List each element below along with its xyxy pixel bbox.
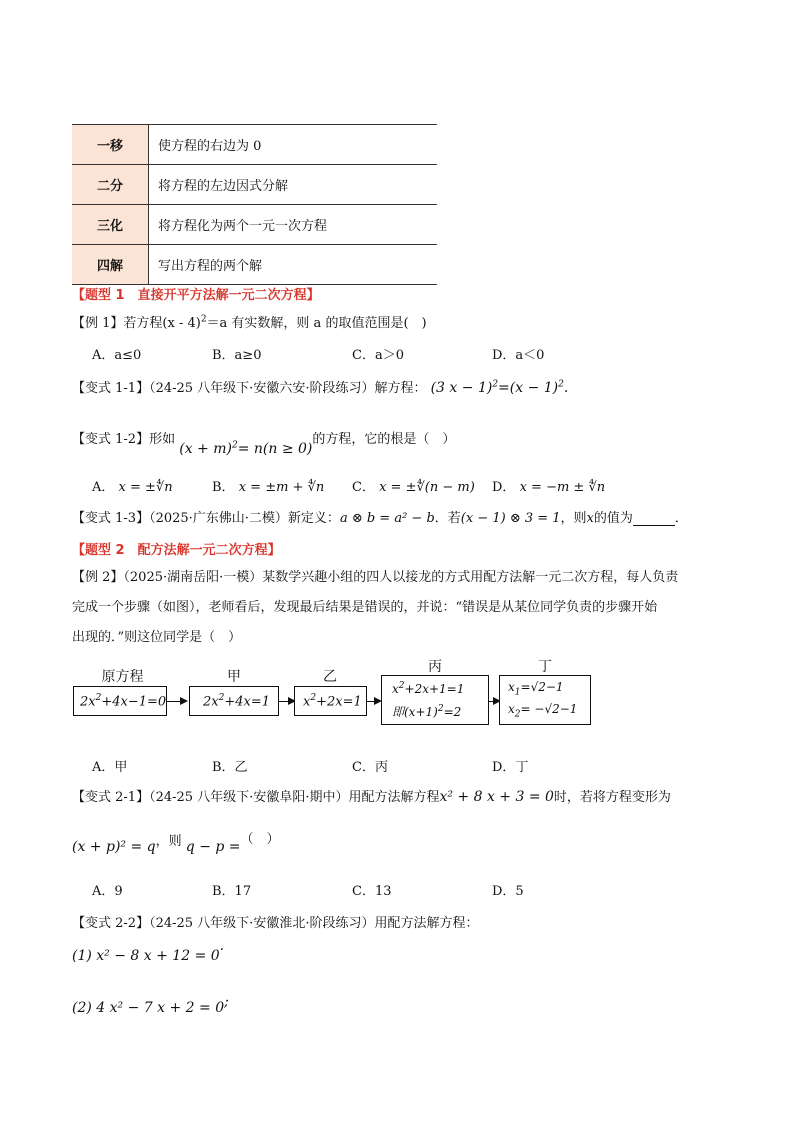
step-key: 四解 [72, 245, 149, 285]
option: D．5 [492, 884, 524, 899]
option: B．17 [212, 884, 252, 899]
section-heading-type2: 【题型 2 配方法解一元二次方程】 [72, 543, 281, 558]
equation: q − p = [185, 839, 241, 855]
option: A．9 [92, 884, 123, 899]
step-key: 三化 [72, 205, 149, 245]
equation: x² + 8 x + 3 = 0 [439, 789, 554, 805]
flow-arrow [166, 701, 186, 702]
option: D．丁 [492, 760, 529, 775]
option: C．13 [352, 884, 392, 899]
option: A．甲 [92, 760, 128, 775]
answer-blank [633, 513, 675, 526]
option: D． x = −m ± ∜n [492, 480, 606, 495]
option: B．乙 [212, 760, 248, 775]
option: C．a＞0 [352, 348, 404, 363]
question-label: 【变式 1-2】 [72, 432, 150, 447]
table-row [72, 125, 437, 165]
flow-arrow [366, 701, 380, 702]
flow-label: 丙 [428, 659, 442, 675]
flow-box-original: $2x^2+4x-1=0$ [73, 686, 167, 716]
table-row [72, 245, 437, 285]
equation: (x − 1) ⊗ 3 = 1 [460, 511, 561, 526]
flow-label: 丁 [538, 659, 552, 675]
step-desc: 使方程的右边为 0 [149, 125, 438, 165]
flow-box-yi: $x^2+2x=1$ [294, 686, 367, 716]
source: （24-25 八年级下·安徽阜阳·期中）用配方法解方程 [149, 790, 440, 805]
example-2-line3: 出现的．”则这位同学是（ ） [72, 630, 242, 645]
equation: $(x + m)^2= n(n \ge 0)$ [179, 440, 313, 457]
option: A． x = ±∜n [92, 480, 173, 495]
source: （24-25 八年级下·安徽六安·阶段练习）解方程： [149, 381, 427, 396]
option: D．a＜0 [492, 348, 545, 363]
example-2-line1: 【例 2】（2025·湖南岳阳·一模）某数学兴趣小组的四人以接龙的方式用配方法解一元二次方程，每人负责 [72, 570, 679, 585]
example-1-stem: 【例 1】若方程(x - 4)$^2$＝a 有实数解，则 a 的取值范围是( ) [72, 314, 427, 331]
source: （24-25 八年级下·安徽淮北·阶段练习）用配方法解方程： [149, 916, 479, 931]
stem-part: 形如 [149, 432, 176, 447]
option: B． x = ±m + ∜n [212, 480, 325, 495]
table-row [72, 205, 437, 245]
section-heading-type1: 【题型 1 直接开平方法解一元二次方程】 [72, 288, 320, 303]
flow-box-bing: $x^2+2x+1=1$ 即$(x+1)^2=2$ [381, 675, 489, 725]
steps-table [72, 124, 437, 285]
option: A．a≤0 [92, 348, 142, 363]
stem-part: ＝a 有实数解，则 a 的取值范围是( ) [206, 316, 427, 331]
question-label: 【变式 1-1】 [72, 381, 150, 396]
sub-question-1: (1) x² − 8 x + 12 = 0· [72, 942, 225, 964]
source: （2025·广东佛山·二模）新定义： [149, 511, 340, 526]
step-desc: 写出方程的两个解 [149, 245, 438, 285]
flow-box-ding: $x_1=√2-1$ $x_2= -√2-1$ [499, 675, 591, 725]
flow-label: 乙 [323, 669, 337, 685]
step-key: 二分 [72, 165, 149, 205]
variant-1-3: 【变式 1-3】（2025·广东佛山·二模）新定义：a ⊗ b = a² − b．若(x − 1) ⊗ 3 = 1，则x的值为 ． [72, 511, 688, 526]
stem-part: 的方程，它的根是（ ） [312, 432, 456, 447]
sub-question-2: (2) 4 x² − 7 x + 2 = 0; [72, 994, 229, 1016]
variant-1-1 [72, 377, 568, 396]
equation: (3 $x - 1)^2=(x - 1)^2$. [430, 379, 569, 396]
stem-part: 若方程(x - 4) [123, 316, 201, 331]
question-label: 【变式 2-2】 [72, 916, 150, 931]
equation: (x + p)² = q [72, 839, 156, 855]
question-label: 【例 1】 [72, 316, 124, 331]
flow-box-jia: $2x^2+4x=1$ [189, 686, 279, 716]
definition: a ⊗ b = a² − b [339, 511, 435, 526]
variant-2-1: 【变式 2-1】（24-25 八年级下·安徽阜阳·期中）用配方法解方程x² + 8 x + 3 = 0时，若将方程变形为 [72, 789, 671, 805]
variant-2-2 [72, 912, 478, 931]
example-2-line2: 完成一个步骤（如图），老师看后，发现最后结果是错误的，并说：“错误是从某位同学负责的步骤开始 [72, 600, 658, 615]
flow-label: 原方程 [101, 669, 144, 685]
step-desc: 将方程的左边因式分解 [149, 165, 438, 205]
question-label: 【例 2】 [72, 570, 124, 585]
variant-2-1-line2: (x + p)² = q，则 q − p =（ ） [72, 832, 280, 855]
question-label: 【变式 1-3】 [72, 511, 150, 526]
step-key: 一移 [72, 125, 149, 165]
flow-label: 甲 [227, 669, 241, 685]
option: C． x = ±∜(n − m) [352, 480, 475, 495]
option: B．a≥0 [212, 348, 262, 363]
variant-1-2 [72, 428, 456, 457]
table-row [72, 165, 437, 205]
option: C．丙 [352, 760, 388, 775]
flow-arrow [278, 701, 294, 702]
flow-arrow [488, 701, 499, 702]
step-desc: 将方程化为两个一元一次方程 [149, 205, 438, 245]
question-label: 【变式 2-1】 [72, 790, 150, 805]
